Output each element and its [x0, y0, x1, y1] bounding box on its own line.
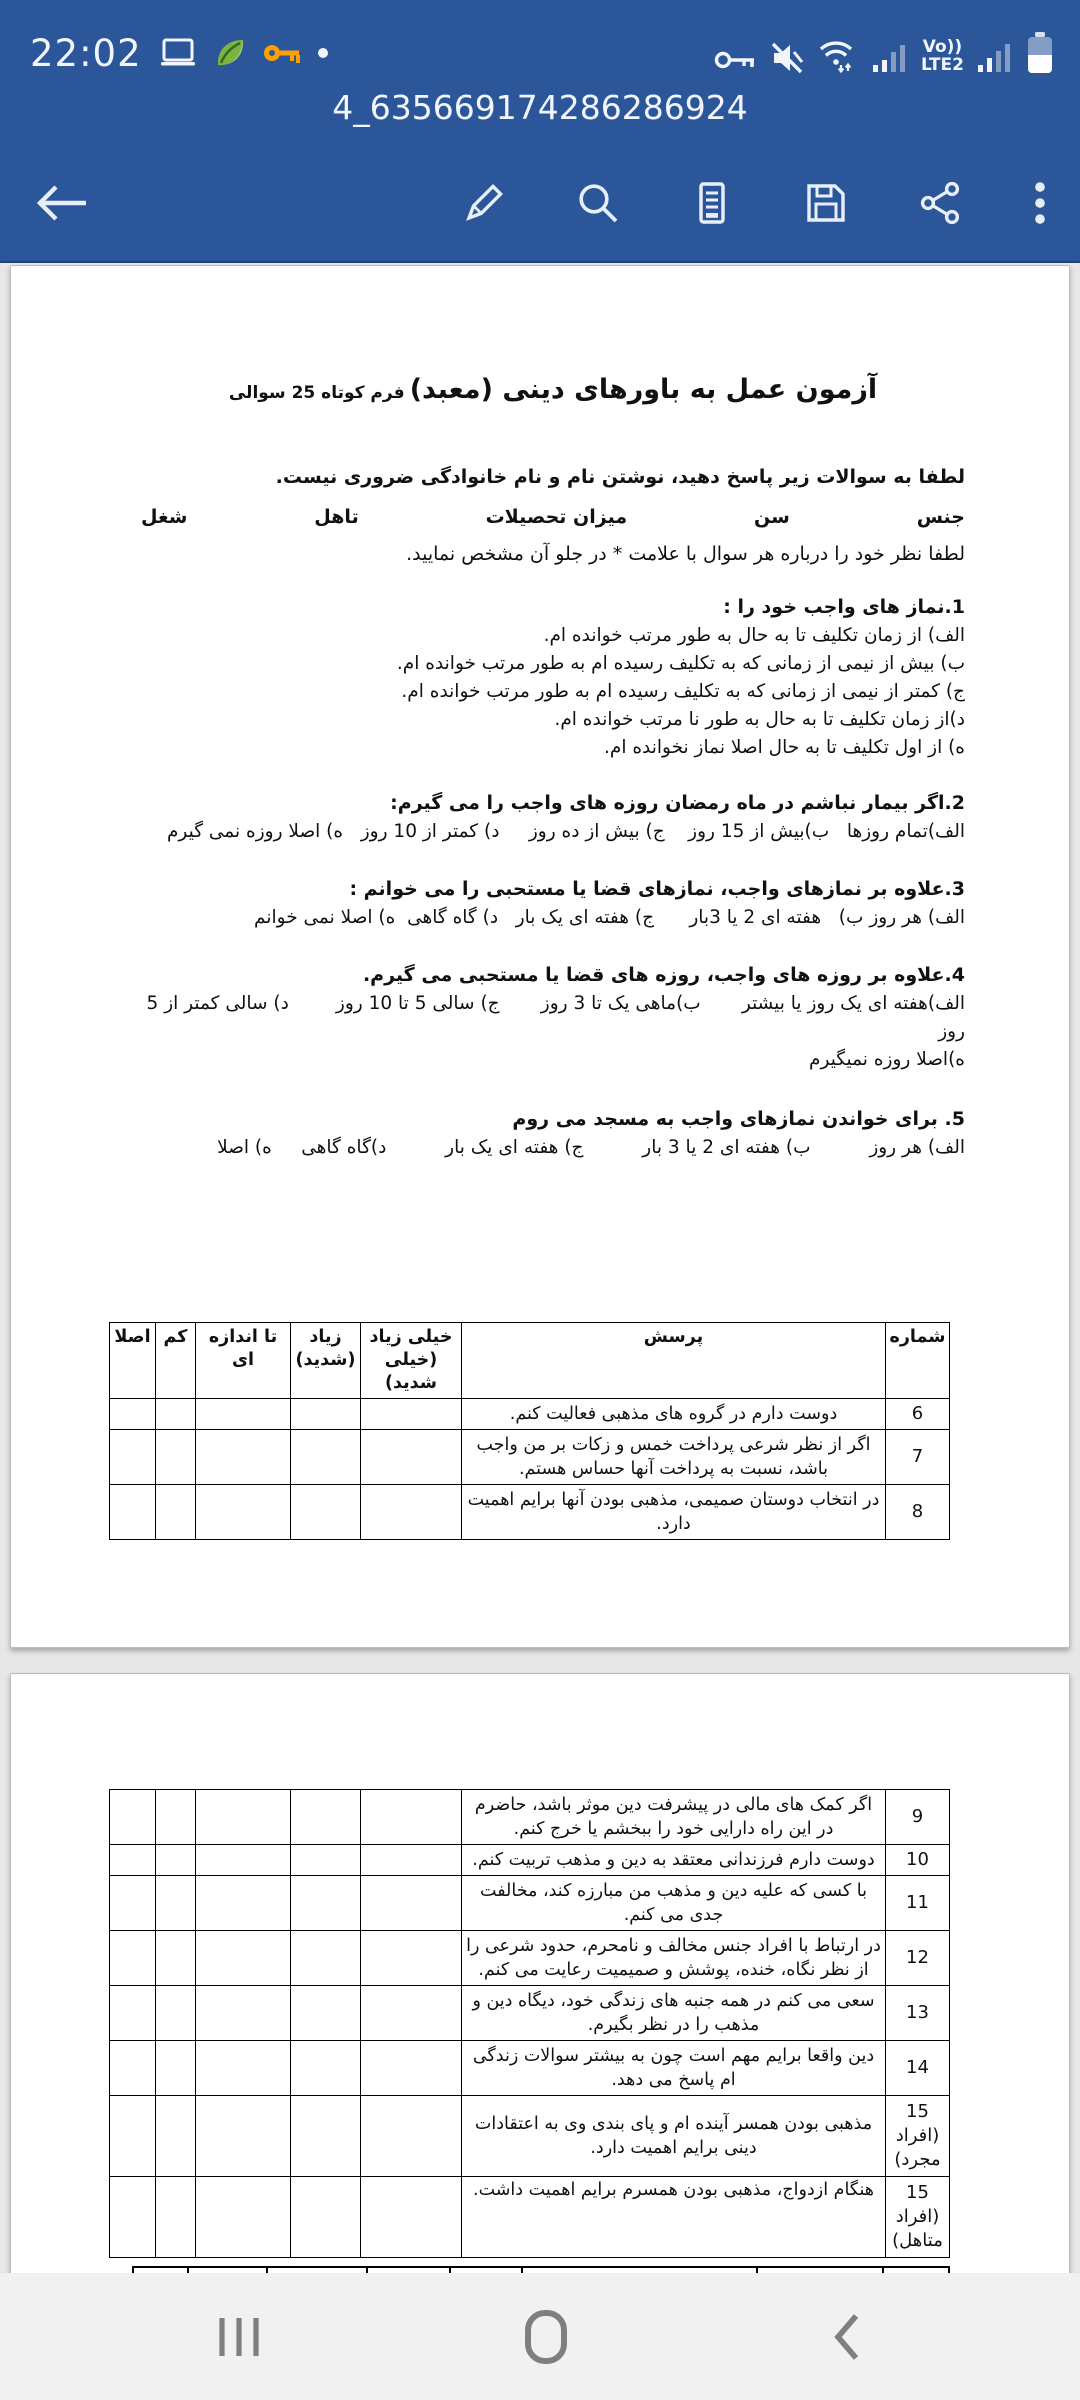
answer-cell	[196, 2096, 291, 2177]
vpn-key-icon	[713, 46, 757, 74]
question-1-option-a: الف) از زمان تکلیف تا به حال به طور مرتب خوانده ام.	[543, 625, 965, 646]
question-4-options-line2: ه)اصلا روزه نمیگیرم	[809, 1049, 965, 1070]
question-1-option-e: ه) از اول تکلیف تا به حال اصلا نماز نخوانده ام.	[603, 737, 965, 758]
intro-text: لطفا به سوالات زیر پاسخ دهید، نوشتن نام و نام خانوادگی ضروری نیست.	[275, 466, 965, 488]
answer-cell	[361, 2041, 462, 2096]
row-question: در انتخاب دوستان صمیمی، مذهبی بودن آنها برایم اهمیت دارد.	[462, 1485, 886, 1540]
wifi-icon	[817, 38, 859, 74]
demographic-job: شغل	[141, 506, 188, 528]
share-button[interactable]	[916, 179, 964, 227]
mobile-view-button[interactable]	[688, 179, 736, 227]
document-page-1	[10, 265, 1070, 1648]
table-row-10	[110, 1845, 950, 1876]
demographic-age: سن	[754, 506, 790, 528]
question-2	[141, 789, 965, 846]
answer-cell	[110, 2041, 156, 2096]
table-row-13	[110, 1986, 950, 2041]
question-1-option-d: د)از زمان تکلیف تا به حال به طور نا مرتب خوانده ام.	[554, 709, 965, 730]
answer-cell	[156, 1399, 196, 1430]
table-row-14	[110, 2041, 950, 2096]
row-number: 13	[886, 1986, 950, 2041]
demographics-row	[141, 506, 965, 528]
row-question: مذهبی بودن همسر آینده ام و پای بندی وی به اعتقادات دینی برایم اهمیت دارد.	[462, 2096, 886, 2177]
answer-cell	[196, 1986, 291, 2041]
answer-cell	[291, 1430, 361, 1485]
answer-cell	[110, 1931, 156, 1986]
question-3-heading: 3.علاوه بر نمازهای واجب، نمازهای قضا یا مستحبی را می خوانم :	[349, 878, 965, 900]
col-header-very-much: خیلی زیاد (خیلی شدید)	[361, 1323, 462, 1399]
row-number-value: 15	[906, 2101, 929, 2122]
answer-cell	[361, 1876, 462, 1931]
status-left-icons	[158, 35, 330, 71]
table-row-8	[110, 1485, 950, 1540]
question-1	[141, 593, 965, 762]
answer-cell	[196, 2041, 291, 2096]
answer-cell	[156, 2177, 196, 2258]
table-row-12	[110, 1931, 950, 1986]
answer-cell	[156, 1986, 196, 2041]
answer-cell	[156, 2096, 196, 2177]
question-3-options: الف) هر روز ب) هفته ای 2 یا 3بار ج) هفته ای یک بار د) گاه گاهی ه) اصلا نمی خوانم	[254, 907, 965, 928]
back-nav-button[interactable]	[824, 2308, 870, 2366]
recording-dot	[316, 46, 330, 60]
table-row-6	[110, 1399, 950, 1430]
row-number: 12	[886, 1931, 950, 1986]
row-number-value: 15	[906, 2182, 929, 2203]
save-button[interactable]	[802, 179, 850, 227]
answer-cell	[291, 1790, 361, 1845]
answer-cell	[110, 1485, 156, 1540]
row-number: 11	[886, 1876, 950, 1931]
answer-cell	[196, 1876, 291, 1931]
document-page-2	[10, 1673, 1070, 2273]
row-number-note: (افراد متاهل)	[892, 2206, 943, 2251]
question-5-heading: 5. برای خواندن نمازهای واجب به مسجد می روم	[512, 1108, 965, 1130]
question-3	[141, 875, 965, 932]
col-header-question: پرسش	[462, 1323, 886, 1399]
next-table-partial	[132, 2266, 950, 2273]
row-question: اگر از نظر شرعی پرداخت خمس و زکات بر من واجب باشد، نسبت به پرداخت آنها حساس هستم.	[462, 1430, 886, 1485]
answer-cell	[110, 2177, 156, 2258]
answer-cell	[291, 1876, 361, 1931]
question-4	[141, 961, 965, 1074]
table-header-row	[110, 1323, 950, 1399]
col-header-not-at-all: اصلا	[110, 1323, 156, 1399]
row-question: سعی می کنم در همه جنبه های زندگی خود، دیگاه دین و مذهب را در نظر بگیرم.	[462, 1986, 886, 2041]
form-title-main: آزمون عمل به باورهای دینی (معبد)	[409, 374, 878, 405]
answer-cell	[110, 2096, 156, 2177]
answer-cell	[110, 1845, 156, 1876]
answer-cell	[291, 2041, 361, 2096]
row-question: اگر کمک های مالی در پیشرفت دین موثر باشد، حاضرم در این راه دارایی خود را ببخشم یا خرج کنم.	[462, 1790, 886, 1845]
row-question: دوست دارم در گروه های مذهبی فعالیت کنم.	[462, 1399, 886, 1430]
row-number: 7	[886, 1430, 950, 1485]
question-1-option-c: ج) کمتر از نیمی از زمانی که به تکلیف رسیده ام به طور مرتب خوانده ام.	[401, 681, 965, 702]
row-question: دوست دارم فرزندانی معتقد به دین و مذهب تربیت کنم.	[462, 1845, 886, 1876]
row-number-note: (افراد مجرد)	[894, 2125, 941, 2170]
signal-strength-icon-2	[977, 40, 1013, 74]
answer-cell	[196, 1399, 291, 1430]
answer-cell	[361, 2096, 462, 2177]
row-question: با کسی که علیه دین و مذهب من مبارزه کند، مخالفت جدی می کنم.	[462, 1876, 886, 1931]
answer-cell	[110, 1986, 156, 2041]
row-question: دین واقعا برایم مهم است چون به بیشتر سوالات زندگی ام پاسخ می دهد.	[462, 2041, 886, 2096]
answer-cell	[361, 2177, 462, 2258]
volte-bottom: LTE2	[920, 55, 964, 75]
question-1-option-b: ب) بیش از نیمی از زمانی که به تکلیف رسیده ام به طور مرتب خوانده ام.	[396, 653, 965, 674]
row-number	[886, 2096, 950, 2177]
answer-cell	[291, 1986, 361, 2041]
document-viewport[interactable]	[0, 263, 1080, 2273]
answer-cell	[361, 1845, 462, 1876]
answer-cell	[156, 1790, 196, 1845]
demographic-education: میزان تحصیلات	[485, 506, 628, 528]
status-time: 22:02	[30, 31, 142, 75]
rating-table-2	[109, 1789, 950, 2258]
table-row-11	[110, 1876, 950, 1931]
table-row-7	[110, 1430, 950, 1485]
col-header-much: زیاد (شدید)	[291, 1323, 361, 1399]
edit-button[interactable]	[460, 179, 508, 227]
row-number: 10	[886, 1845, 950, 1876]
demographic-gender: جنس	[916, 506, 965, 528]
answer-cell	[156, 1485, 196, 1540]
answer-cell	[361, 1931, 462, 1986]
navigation-bar	[0, 2273, 1080, 2400]
answer-cell	[156, 1430, 196, 1485]
answer-cell	[291, 1931, 361, 1986]
answer-cell	[196, 1485, 291, 1540]
pc-connection-icon	[158, 35, 198, 71]
answer-cell	[196, 1931, 291, 1986]
battery-icon	[1026, 32, 1054, 74]
status-right-icons	[713, 32, 1054, 74]
answer-cell	[291, 2096, 361, 2177]
answer-cell	[291, 2177, 361, 2258]
demographic-marital: تاهل	[314, 506, 359, 528]
answer-cell	[361, 1790, 462, 1845]
answer-cell	[291, 1485, 361, 1540]
answer-cell	[156, 1845, 196, 1876]
form-title	[141, 374, 965, 405]
home-button[interactable]	[518, 2307, 574, 2367]
row-question: هنگام ازدواج، مذهبی بودن همسرم برایم اهمیت داشت.	[462, 2177, 886, 2258]
question-5	[141, 1105, 965, 1162]
recents-button[interactable]	[210, 2310, 268, 2364]
answer-cell	[156, 1931, 196, 1986]
toolbar	[0, 160, 1080, 246]
answer-cell	[156, 1876, 196, 1931]
question-4-heading: 4.علاوه بر روزه های واجب، روزه های قضا یا مستحبی می گیرم.	[362, 964, 965, 986]
question-1-heading: 1.نماز های واجب خود را :	[723, 596, 965, 618]
question-2-heading: 2.اگر بیمار نباشم در ماه رمضان روزه های واجب را می گیرم:	[390, 792, 965, 814]
answer-cell	[361, 1430, 462, 1485]
key-icon	[262, 38, 302, 68]
toolbar-actions	[460, 179, 1050, 227]
table-row-15-married	[110, 2177, 950, 2258]
answer-cell	[291, 1845, 361, 1876]
question-2-options: الف)تمام روزها ب)بیش از 15 روز ج) بیش از ده روز د) کمتر از 10 روز ه) اصلا روزه نمی گیرم	[166, 821, 965, 842]
table-row-9	[110, 1790, 950, 1845]
col-header-somewhat: تا اندازه ای	[196, 1323, 291, 1399]
row-number	[886, 2177, 950, 2258]
form-title-sub: فرم کوتاه 25 سوالی	[228, 383, 405, 403]
answer-cell	[196, 1790, 291, 1845]
answer-cell	[361, 1986, 462, 2041]
row-number: 14	[886, 2041, 950, 2096]
answer-cell	[196, 1845, 291, 1876]
row-number: 6	[886, 1399, 950, 1430]
answer-cell	[361, 1399, 462, 1430]
col-header-little: کم	[156, 1323, 196, 1399]
volte-top: Vo))	[922, 37, 963, 57]
row-question: در ارتباط با افراد جنس مخالف و نامحرم، حدود شرعی را از نظر نگاه، خنده، پوشش و صمیمیت رعایت می کنم.	[462, 1931, 886, 1986]
answer-cell	[291, 1399, 361, 1430]
mute-icon	[770, 42, 804, 74]
signal-strength-icon	[872, 40, 908, 74]
back-button[interactable]	[34, 181, 90, 225]
answer-cell	[110, 1876, 156, 1931]
answer-cell	[196, 2177, 291, 2258]
col-header-number: شماره	[886, 1323, 950, 1399]
row-number: 9	[886, 1790, 950, 1845]
answer-cell	[361, 1485, 462, 1540]
rating-table-1	[109, 1322, 950, 1540]
row-number: 8	[886, 1485, 950, 1540]
volte-badge	[921, 38, 964, 74]
table-row-15-single	[110, 2096, 950, 2177]
document-title: 4_635669174286286924	[332, 88, 748, 127]
answer-cell	[110, 1430, 156, 1485]
question-4-options-line1: الف)هفته ای یک روز یا بیشتر ب)ماهی یک تا 3 روز ج) سالی 5 تا 10 روز د) سالی کمتر از 5 روز	[140, 993, 965, 1042]
status-bar	[0, 0, 1080, 92]
answer-cell	[110, 1399, 156, 1430]
question-5-options: الف) هر روز ب) هفته ای 2 یا 3 بار ج) هفته ای یک بار د)گاه گاهی ه) اصلا	[217, 1137, 965, 1158]
answer-cell	[156, 2041, 196, 2096]
search-button[interactable]	[574, 179, 622, 227]
answer-cell	[110, 1790, 156, 1845]
answer-cell	[196, 1430, 291, 1485]
instruction-text: لطفا نظر خود را درباره هر سوال با علامت * در جلو آن مشخص نمایید.	[406, 543, 965, 565]
app-header	[0, 0, 1080, 263]
more-options-button[interactable]	[1030, 179, 1050, 227]
leaf-icon	[212, 35, 248, 71]
